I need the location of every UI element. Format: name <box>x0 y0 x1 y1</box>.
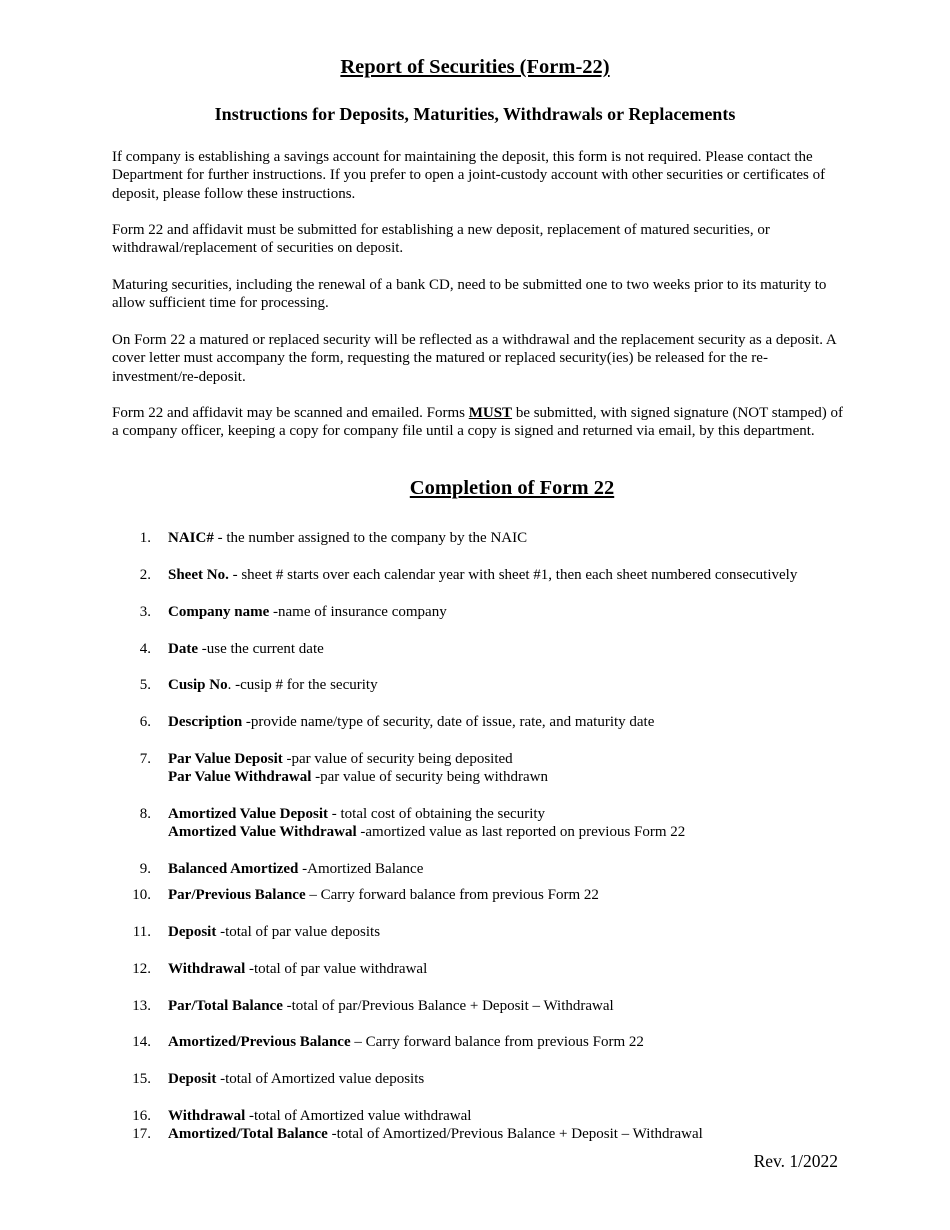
must-emphasis: MUST <box>468 405 513 421</box>
page-title: Report of Securities (Form-22) <box>340 56 610 78</box>
list-item-number: 10. <box>132 887 151 903</box>
list-item-description: . -cusip # for the security <box>227 677 378 693</box>
list-item-line <box>168 566 868 584</box>
list-item-number: 12. <box>132 961 151 977</box>
list-item-description: - the number assigned to the company by the NAIC <box>213 530 528 546</box>
list-item-term: NAIC# <box>168 530 214 546</box>
list-item-description: -par value of security being deposited <box>282 751 513 767</box>
list-item-text <box>168 923 868 941</box>
list-item-line <box>168 960 868 978</box>
list-item-text <box>168 960 868 978</box>
list-item-line <box>168 1125 868 1143</box>
list-item-number: 14. <box>132 1034 151 1050</box>
section-title: Completion of Form 22 <box>409 477 615 499</box>
paragraph-savings-account: If company is establishing a savings account for maintaining the deposit, this form is not required. Please contact the Department for further instructions. If you prefer to open a joint-custody account with other securities or certificates of deposit, please follow these instructions. <box>112 149 826 202</box>
list-item-text <box>168 676 868 694</box>
list-item-text <box>168 805 868 842</box>
list-item-number: 15. <box>132 1071 151 1087</box>
list-item-description: -total of par value withdrawal <box>245 961 428 977</box>
list-item-number: 13. <box>132 998 151 1014</box>
paragraph-scanned-emailed <box>112 404 844 441</box>
list-item-description: -total of par value deposits <box>216 924 381 940</box>
list-item-text <box>168 1125 868 1143</box>
list-item-term: Balanced Amortized <box>168 861 299 877</box>
paragraph-matured-replaced: On Form 22 a matured or replaced security will be reflected as a withdrawal and the replacement security as a deposit. A cover letter must accompany the form, requesting the matured or replaced security(ies) be released for the re-investment/re-deposit. <box>112 332 836 385</box>
list-item-line <box>168 923 868 941</box>
paragraph-affidavit: Form 22 and affidavit must be submitted for establishing a new deposit, replacement of matured securities, or withdrawal/replacement of securities on deposit. <box>112 222 770 257</box>
list-item-text <box>168 640 868 658</box>
list-item-description: -amortized value as last reported on previous Form 22 <box>356 824 686 841</box>
list-item-line <box>168 823 868 841</box>
list-item-text <box>168 529 868 547</box>
list-item-line <box>168 676 868 694</box>
paragraph-scanned-emailed-start: Form 22 and affidavit may be scanned and emailed. Forms <box>112 405 469 421</box>
list-item-line <box>168 886 868 904</box>
list-item-description: - total cost of obtaining the security <box>328 806 546 822</box>
list-item-text <box>168 750 868 787</box>
list-item-line <box>168 603 868 621</box>
list-item-line <box>168 713 868 731</box>
list-item-number: 5. <box>139 677 151 693</box>
list-item-term: Par/Total Balance <box>168 998 283 1014</box>
list-item-term: Deposit <box>168 1071 217 1087</box>
list-item-text <box>168 1107 868 1125</box>
list-item-description: – Carry forward balance from previous Form 22 <box>350 1034 644 1050</box>
list-item-number: 17. <box>132 1126 151 1142</box>
list-item-text <box>168 886 868 904</box>
list-item-term: Amortized/Previous Balance <box>168 1034 351 1050</box>
list-item-text <box>168 1033 868 1051</box>
list-item-description: -Amortized Balance <box>298 861 424 877</box>
list-item-line <box>168 1107 868 1125</box>
list-item-term: Par Value Deposit <box>168 751 283 767</box>
list-item-description: -name of insurance company <box>269 604 447 620</box>
list-item-line <box>168 750 868 768</box>
list-item-description: -use the current date <box>198 641 324 657</box>
list-item-number: 8. <box>139 806 151 822</box>
list-item-number: 2. <box>139 567 151 583</box>
list-item-term: Amortized/Total Balance <box>168 1126 328 1142</box>
list-item-line <box>168 529 868 547</box>
list-item-number: 16. <box>132 1108 151 1124</box>
list-item-text <box>168 713 868 731</box>
list-item-term: Deposit <box>168 924 217 940</box>
list-item-line <box>168 805 868 823</box>
list-item-term: Amortized Value Withdrawal <box>168 824 357 841</box>
list-item-text <box>168 1070 868 1088</box>
list-item-term: Par Value Withdrawal <box>168 769 312 786</box>
list-item-term: Description <box>168 714 243 730</box>
paragraph-scanned-emailed-end: be submitted, with signed signature (NOT stamped) of a company officer, keeping a copy for company file until a copy is signed and returned via email, by this department. <box>112 405 843 440</box>
list-item-term: Withdrawal <box>168 1108 246 1124</box>
list-item-term: Withdrawal <box>168 961 246 977</box>
list-item-term: Cusip No <box>168 677 228 693</box>
list-item-text <box>168 997 868 1015</box>
list-item-description: -total of Amortized value deposits <box>216 1071 425 1087</box>
list-item-text <box>168 603 868 621</box>
list-item-line <box>168 997 868 1015</box>
list-item-number: 11. <box>132 924 151 940</box>
list-item-line <box>168 640 868 658</box>
list-item-description: -total of par/Previous Balance + Deposit – Withdrawal <box>282 998 614 1014</box>
list-item-description: -total of Amortized value withdrawal <box>245 1108 472 1124</box>
list-item-description: -provide name/type of security, date of issue, rate, and maturity date <box>242 714 655 730</box>
list-item-description: -par value of security being withdrawn <box>311 769 548 786</box>
list-item-term: Par/Previous Balance <box>168 887 306 903</box>
list-item-line <box>168 1033 868 1051</box>
list-item-description: -total of Amortized/Previous Balance + Deposit – Withdrawal <box>327 1126 703 1142</box>
list-item-description: - sheet # starts over each calendar year with sheet #1, then each sheet numbered consecutively <box>228 567 798 583</box>
list-item-line <box>168 1070 868 1088</box>
list-item-number: 3. <box>139 604 151 620</box>
page-subtitle: Instructions for Deposits, Maturities, Withdrawals or Replacements <box>214 104 736 124</box>
list-item-term: Company name <box>168 604 270 620</box>
list-item-number: 1. <box>139 530 151 546</box>
list-item-description: – Carry forward balance from previous Form 22 <box>305 887 599 903</box>
list-item-text <box>168 566 868 584</box>
list-item-term: Date <box>168 641 198 657</box>
list-item-line <box>168 768 868 786</box>
list-item-number: 7. <box>139 751 151 767</box>
list-item-term: Sheet No. <box>168 567 229 583</box>
revision-label: Rev. 1/2022 <box>753 1151 838 1171</box>
list-item-number: 6. <box>139 714 151 730</box>
list-item-number: 9. <box>139 861 151 877</box>
paragraph-maturing: Maturing securities, including the renewal of a bank CD, need to be submitted one to two weeks prior to its maturity to allow sufficient time for processing. <box>112 277 827 312</box>
list-item-number: 4. <box>139 641 151 657</box>
list-item-term: Amortized Value Deposit <box>168 806 328 822</box>
list-item-text <box>168 860 868 878</box>
list-item-line <box>168 860 868 878</box>
